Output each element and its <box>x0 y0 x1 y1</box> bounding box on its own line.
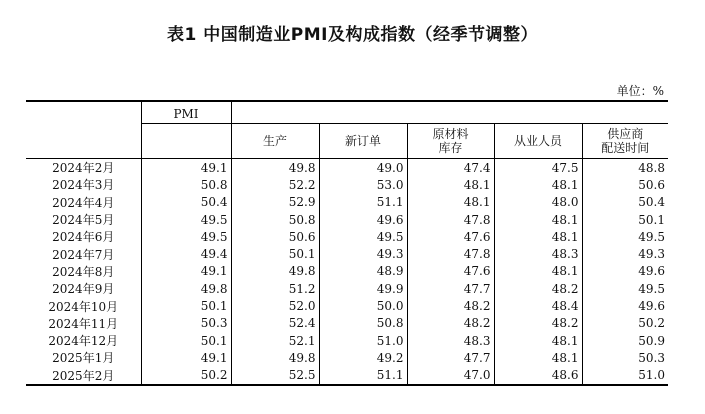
column-header-label-line2: 库存 <box>438 140 463 155</box>
value-cell: 47.8 <box>407 211 494 228</box>
column-header-label: 新订单 <box>344 133 381 148</box>
table-row <box>26 263 668 280</box>
value-cell: 51.2 <box>231 280 319 297</box>
value-cell: 48.1 <box>494 228 582 245</box>
column-header-label: 原材料 <box>432 126 469 141</box>
table-row <box>26 194 668 211</box>
column-header-label: 生产 <box>262 133 287 148</box>
value-cell: 49.5 <box>638 281 665 296</box>
value-cell: 48.1 <box>407 194 494 211</box>
value-cell: 49.8 <box>141 280 231 297</box>
value-cell: 47.0 <box>407 367 494 385</box>
value-cell: 50.1 <box>638 212 665 227</box>
value-cell: 48.2 <box>494 315 582 332</box>
column-header-label-line2: 配送时间 <box>601 140 650 155</box>
pmi-column-header: PMI <box>141 101 231 124</box>
row-date-cell: 2024年12月 <box>26 332 141 349</box>
value-cell: 49.4 <box>141 245 231 262</box>
value-cell: 47.7 <box>407 349 494 366</box>
value-cell: 52.1 <box>231 332 319 349</box>
table-row <box>26 367 668 385</box>
value-cell: 49.6 <box>319 211 407 228</box>
value-cell: 51.0 <box>582 367 668 385</box>
value-cell: 49.8 <box>231 349 319 366</box>
value-cell: 50.4 <box>141 194 231 211</box>
value-cell: 49.9 <box>319 280 407 297</box>
value-cell: 48.1 <box>494 332 582 349</box>
row-date-cell: 2025年2月 <box>26 367 141 385</box>
value-cell: 48.4 <box>494 297 582 314</box>
value-cell: 48.2 <box>407 297 494 314</box>
column-header-label: 从业人员 <box>513 133 562 148</box>
value-cell: 53.0 <box>319 176 407 193</box>
row-date-cell: 2024年2月 <box>26 159 141 177</box>
header-row-top <box>26 101 668 124</box>
value-cell: 50.2 <box>638 316 665 331</box>
value-cell: 49.5 <box>319 228 407 245</box>
value-cell: 50.1 <box>141 332 231 349</box>
row-date-cell: 2024年3月 <box>26 176 141 193</box>
table-row <box>26 211 668 228</box>
row-date-cell: 2024年10月 <box>26 297 141 314</box>
row-date-cell: 2024年6月 <box>26 228 141 245</box>
value-cell: 49.8 <box>231 159 319 177</box>
value-cell: 48.1 <box>407 176 494 193</box>
value-cell: 48.1 <box>494 349 582 366</box>
value-cell: 49.3 <box>319 245 407 262</box>
row-date-cell: 2024年4月 <box>26 194 141 211</box>
value-cell: 48.1 <box>494 263 582 280</box>
value-cell: 51.1 <box>319 367 407 385</box>
value-cell: 49.6 <box>638 299 665 314</box>
value-cell: 52.5 <box>231 367 319 385</box>
date-column-header <box>26 101 141 159</box>
table-title: 表1 中国制造业PMI及构成指数（经季节调整） <box>167 25 538 45</box>
value-cell: 50.3 <box>638 350 665 365</box>
table-row <box>26 297 668 314</box>
value-cell: 49.8 <box>231 263 319 280</box>
value-cell: 48.8 <box>638 160 665 175</box>
value-cell: 50.1 <box>141 297 231 314</box>
column-header-new-orders <box>319 124 407 159</box>
value-cell: 47.5 <box>494 159 582 177</box>
table-row <box>26 228 668 245</box>
row-date-cell: 2024年9月 <box>26 280 141 297</box>
column-header-raw-material-inventory <box>407 124 494 159</box>
value-cell: 49.1 <box>141 159 231 177</box>
column-header-label: 供应商 <box>607 126 644 141</box>
value-cell: 50.6 <box>231 228 319 245</box>
value-cell: 50.1 <box>231 245 319 262</box>
pmi-header-continuation <box>141 124 231 159</box>
row-date-cell: 2025年1月 <box>26 349 141 366</box>
value-cell: 50.8 <box>141 176 231 193</box>
value-cell: 48.9 <box>319 263 407 280</box>
value-cell: 49.0 <box>319 159 407 177</box>
column-header-employment <box>494 124 582 159</box>
value-cell: 48.3 <box>494 245 582 262</box>
table-body <box>26 159 668 385</box>
value-cell: 48.3 <box>407 332 494 349</box>
value-cell: 48.1 <box>494 211 582 228</box>
value-cell: 49.5 <box>141 211 231 228</box>
value-cell: 48.0 <box>494 194 582 211</box>
value-cell: 47.6 <box>407 228 494 245</box>
value-cell: 51.0 <box>319 332 407 349</box>
value-cell: 50.3 <box>141 315 231 332</box>
value-cell: 52.2 <box>231 176 319 193</box>
value-cell: 50.0 <box>319 297 407 314</box>
value-cell: 49.1 <box>141 349 231 366</box>
header-spacer <box>231 101 668 124</box>
value-cell: 47.7 <box>407 280 494 297</box>
value-cell: 52.9 <box>231 194 319 211</box>
value-cell: 50.8 <box>231 211 319 228</box>
value-cell: 49.5 <box>141 228 231 245</box>
pmi-table <box>26 100 668 386</box>
table-row <box>26 280 668 297</box>
value-cell: 50.2 <box>141 367 231 385</box>
value-cell: 50.9 <box>638 333 665 348</box>
column-header-production <box>231 124 319 159</box>
value-cell: 48.1 <box>494 176 582 193</box>
value-cell: 47.6 <box>407 263 494 280</box>
column-header-supplier-delivery-time <box>582 124 668 159</box>
value-cell: 49.2 <box>319 349 407 366</box>
row-date-cell: 2024年7月 <box>26 245 141 262</box>
table-row <box>26 176 668 193</box>
value-cell: 50.4 <box>638 195 665 210</box>
table-row <box>26 349 668 366</box>
row-date-cell: 2024年11月 <box>26 315 141 332</box>
value-cell: 49.3 <box>638 247 665 262</box>
table-row <box>26 245 668 262</box>
value-cell: 49.1 <box>141 263 231 280</box>
value-cell: 50.8 <box>319 315 407 332</box>
value-cell: 49.5 <box>638 229 665 244</box>
value-cell: 48.2 <box>407 315 494 332</box>
value-cell: 48.2 <box>494 280 582 297</box>
table-row <box>26 315 668 332</box>
unit-label: 单位：% <box>616 84 664 98</box>
value-cell: 49.6 <box>638 264 665 279</box>
value-cell: 52.0 <box>231 297 319 314</box>
table-row <box>26 332 668 349</box>
value-cell: 51.1 <box>319 194 407 211</box>
value-cell: 47.8 <box>407 245 494 262</box>
row-date-cell: 2024年5月 <box>26 211 141 228</box>
value-cell: 50.6 <box>638 177 665 192</box>
table-row <box>26 159 668 177</box>
value-cell: 48.6 <box>494 367 582 385</box>
value-cell: 47.4 <box>407 159 494 177</box>
value-cell: 52.4 <box>231 315 319 332</box>
row-date-cell: 2024年8月 <box>26 263 141 280</box>
